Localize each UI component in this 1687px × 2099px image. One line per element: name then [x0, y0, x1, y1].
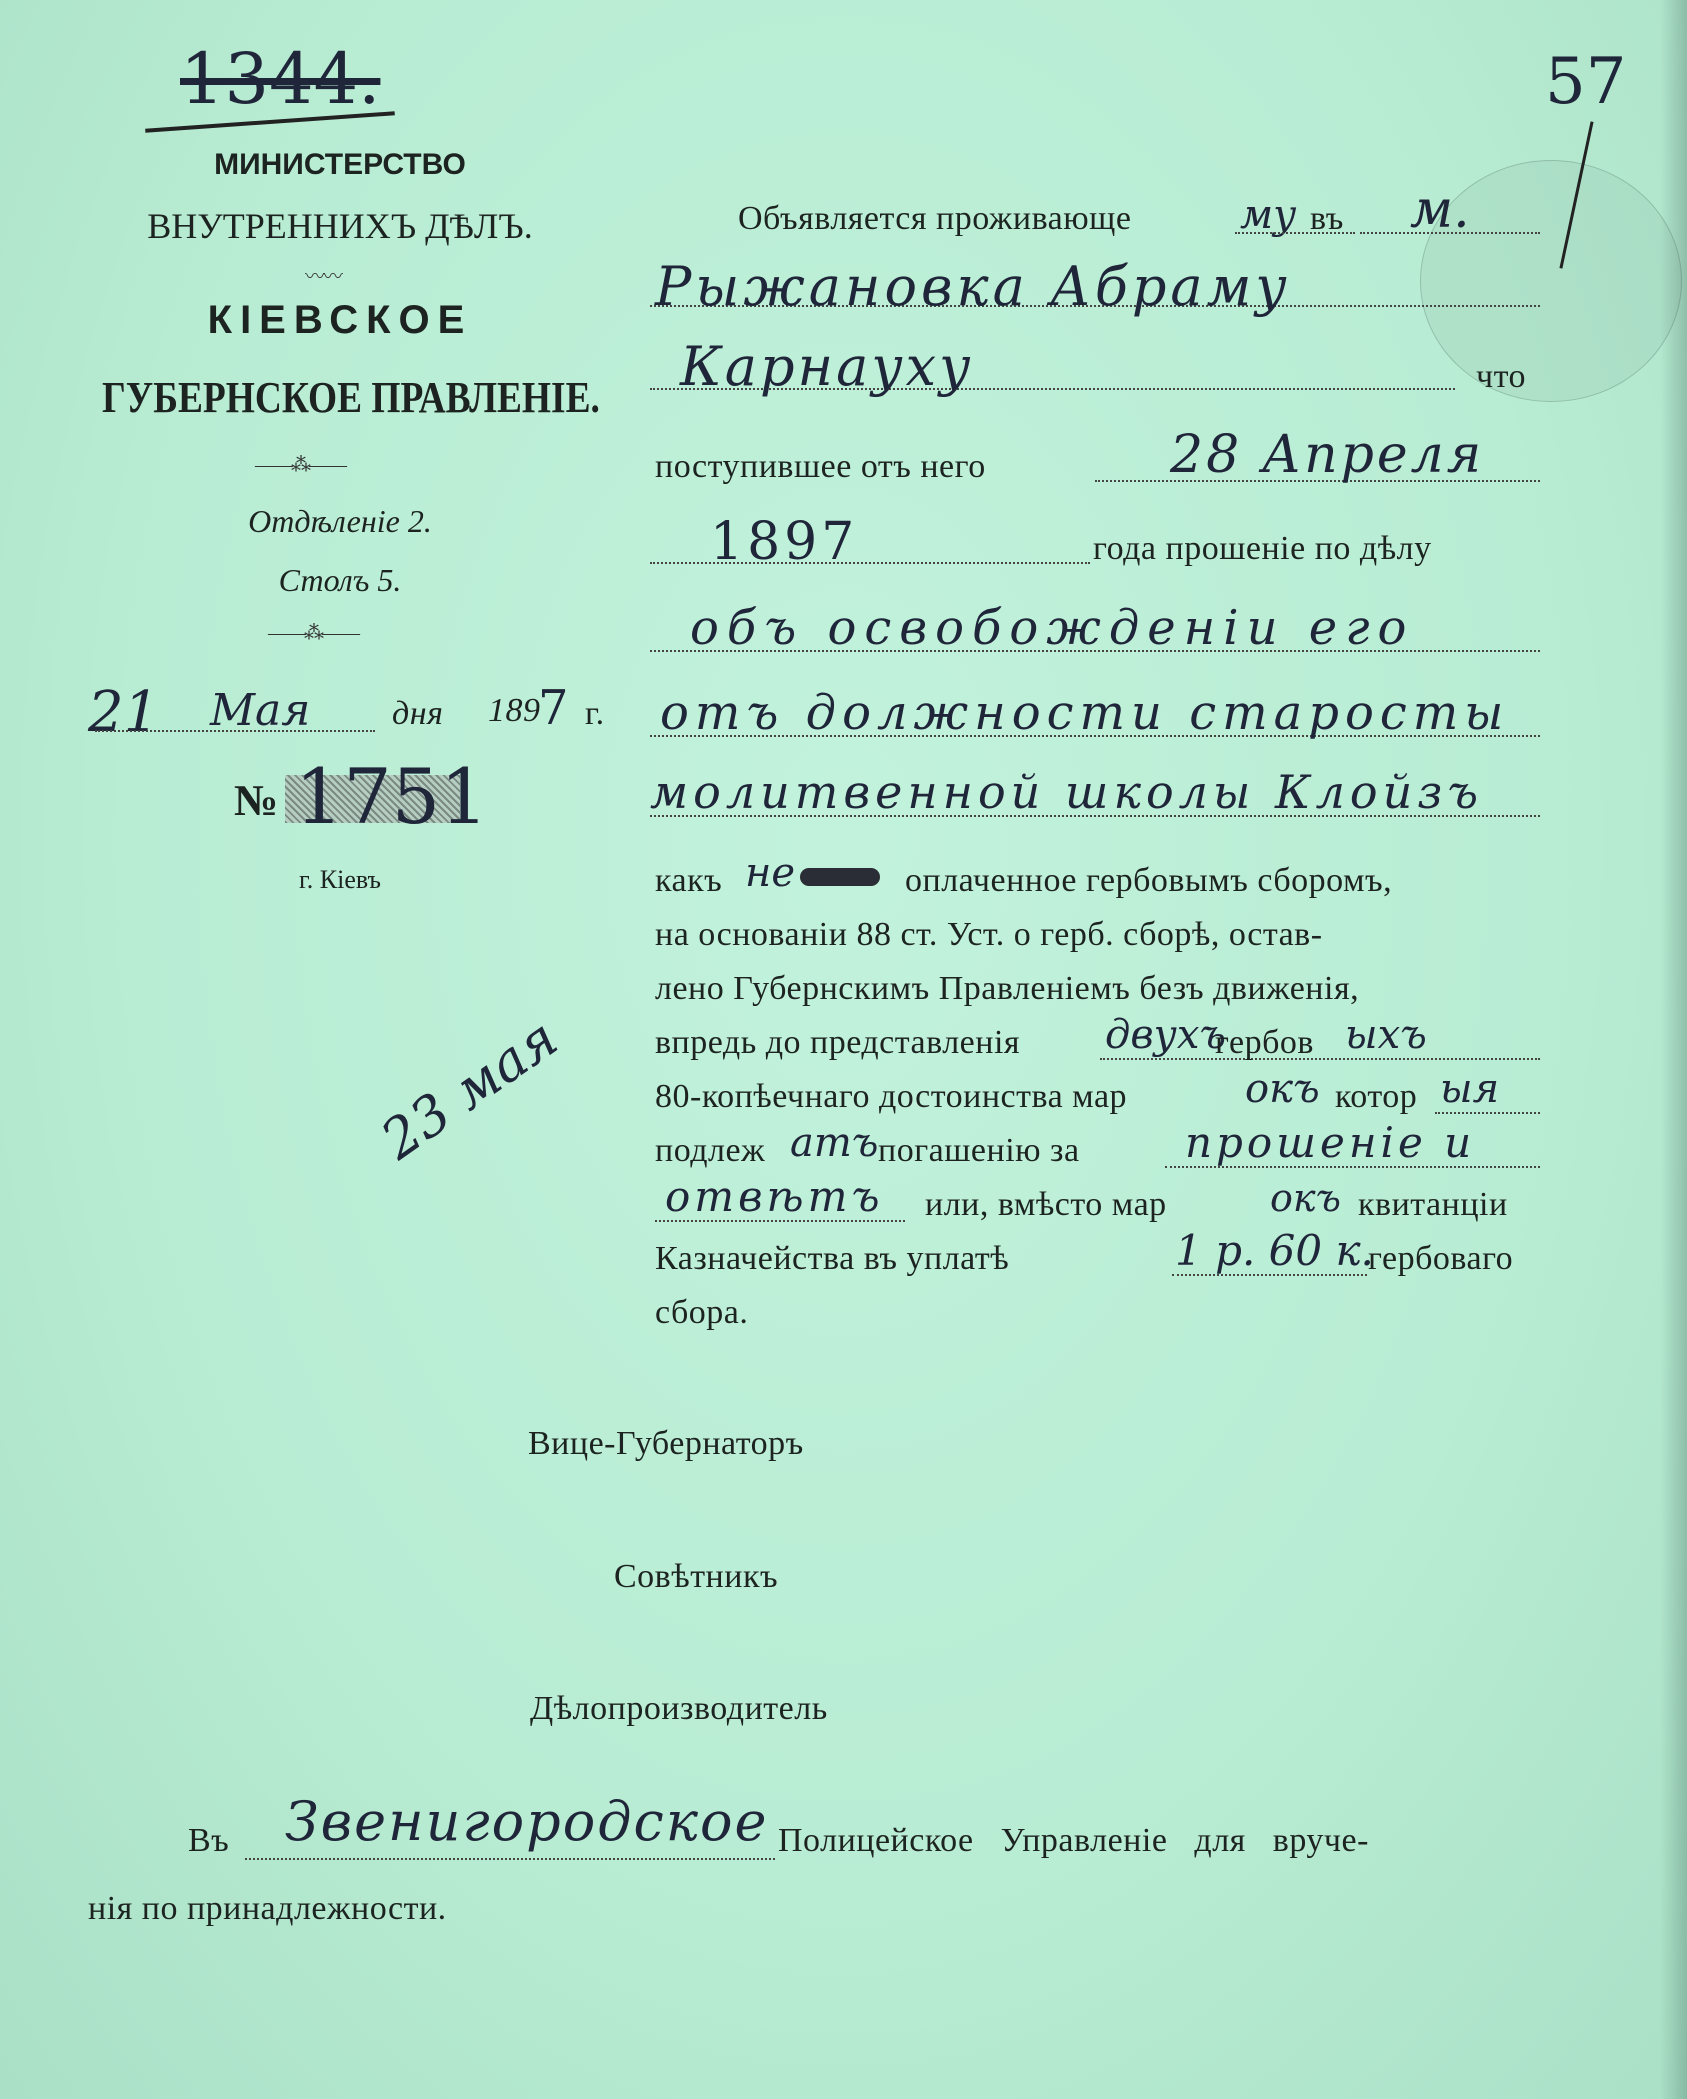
body-l9-printed-a: какъ — [655, 862, 723, 899]
footer-hand: Звенигородское — [285, 1790, 769, 1853]
dots — [1435, 1112, 1540, 1114]
footer-prefix: Въ — [188, 1822, 230, 1859]
date-year-printed: 189 — [488, 692, 541, 729]
body-l10: на основаніи 88 ст. Уст. о герб. сборѣ, остав- — [655, 916, 1323, 953]
board-line2: ГУБЕРНСКОЕ ПРАВЛЕНІЕ. — [102, 373, 600, 422]
body-l12-hand-b: ыхъ — [1345, 1012, 1427, 1058]
body-l12-printed-a: впредь до представленія — [655, 1024, 1021, 1061]
body-l14-hand-b: прошеніе и — [1185, 1118, 1476, 1167]
ornament-divider: 〰〰 — [305, 266, 341, 288]
dots — [245, 1858, 775, 1860]
body-l4-printed: поступившее отъ него — [655, 448, 986, 485]
number-symbol: № — [234, 776, 279, 825]
date-label-day: дня — [392, 695, 444, 732]
body-l1-printed-a: Объявляется проживающе — [738, 200, 1132, 237]
body-l13-printed-b: котор — [1335, 1078, 1418, 1115]
body-l15-printed-b: квитанціи — [1358, 1186, 1508, 1223]
body-l17: сбора. — [655, 1294, 749, 1331]
body-l14-printed-a: подлеж — [655, 1132, 766, 1169]
date-day: 21 — [88, 680, 160, 745]
body-l1-printed-b: въ — [1310, 200, 1344, 237]
body-l14-printed-b: погашенію за — [878, 1132, 1080, 1169]
body-l15-hand: отвѣтъ — [665, 1172, 884, 1221]
body-l5-printed: года прошеніе по дѣлу — [1093, 530, 1432, 567]
body-l3-hand: Карнауху — [680, 335, 974, 398]
body-l6-hand: объ освобожденіи его — [690, 600, 1415, 656]
body-l14-hand-a: атъ — [790, 1120, 879, 1166]
body-l2-hand: Рыжановка Абраму — [655, 255, 1291, 318]
ink-blot — [800, 868, 880, 886]
body-l9-printed-b: оплаченное гербовымъ сборомъ, — [905, 862, 1393, 899]
signature-vice-governor: Вице-Губернаторъ — [528, 1425, 804, 1462]
signature-clerk: Дѣлопроизводитель — [530, 1690, 828, 1727]
margin-note: 23 мая — [370, 1006, 569, 1172]
page-edge-shadow — [1660, 0, 1687, 2099]
desk-label: Столъ 5. — [278, 562, 402, 598]
body-l3-printed: что — [1476, 358, 1527, 395]
body-l9-hand: не — [745, 850, 796, 896]
dots — [1100, 1058, 1540, 1060]
date-month: Мая — [210, 685, 311, 736]
ministry-line2: ВНУТРЕННИХЪ ДѢЛЪ. — [147, 206, 533, 246]
archive-number: 1344. — [180, 38, 381, 120]
body-l1-hand-b: м. — [1410, 180, 1470, 240]
body-l15-hand-b: окъ — [1270, 1176, 1341, 1220]
body-l1-hand: му — [1240, 192, 1297, 238]
body-l16-hand: 1 р. 60 к. — [1175, 1226, 1374, 1275]
body-l8-hand: молитвенной школы Клойзъ — [650, 765, 1483, 819]
body-l12-hand-a: двухъ — [1105, 1012, 1227, 1058]
number-value: 1751 — [295, 752, 489, 841]
city-label: г. Кіевъ — [299, 865, 381, 894]
ornament-divider: ——⁂—— — [268, 622, 358, 644]
body-l15-printed-a: или, вмѣсто мар — [925, 1186, 1167, 1223]
body-l13-printed-a: 80-копѣечнаго достоинства мар — [655, 1078, 1128, 1115]
date-label-g: г. — [585, 695, 605, 732]
board-line1: КІЕВСКОЕ — [207, 298, 473, 342]
date-year-hand: 7 — [538, 680, 569, 736]
signature-councillor: Совѣтникъ — [614, 1558, 779, 1595]
body-l4-hand: 28 Апреля — [1170, 425, 1485, 485]
ministry-line1: МИНИСТЕРСТВО — [214, 148, 466, 181]
department-label: Отдѣленіе 2. — [248, 503, 432, 539]
body-l16-printed-a: Казначейства въ уплатѣ — [655, 1240, 1010, 1277]
footer-text1: Полицейское Управленіе для вруче- — [778, 1822, 1369, 1859]
body-l5-hand: 1897 — [710, 512, 859, 572]
body-l7-hand: отъ должности старосты — [660, 685, 1510, 741]
body-l13-hand-a: окъ — [1245, 1066, 1320, 1112]
footer-text2: нія по принадлежности. — [88, 1890, 447, 1927]
ornament-divider: ——⁂—— — [255, 454, 345, 476]
body-l12-printed-b: гербов — [1215, 1024, 1314, 1061]
body-l16-printed-b: гербоваго — [1368, 1240, 1514, 1277]
body-l11: лено Губернскимъ Правленіемъ безъ движенія, — [655, 970, 1360, 1007]
page-number: 57 — [1545, 45, 1627, 119]
body-l13-hand-b: ыя — [1440, 1066, 1500, 1112]
